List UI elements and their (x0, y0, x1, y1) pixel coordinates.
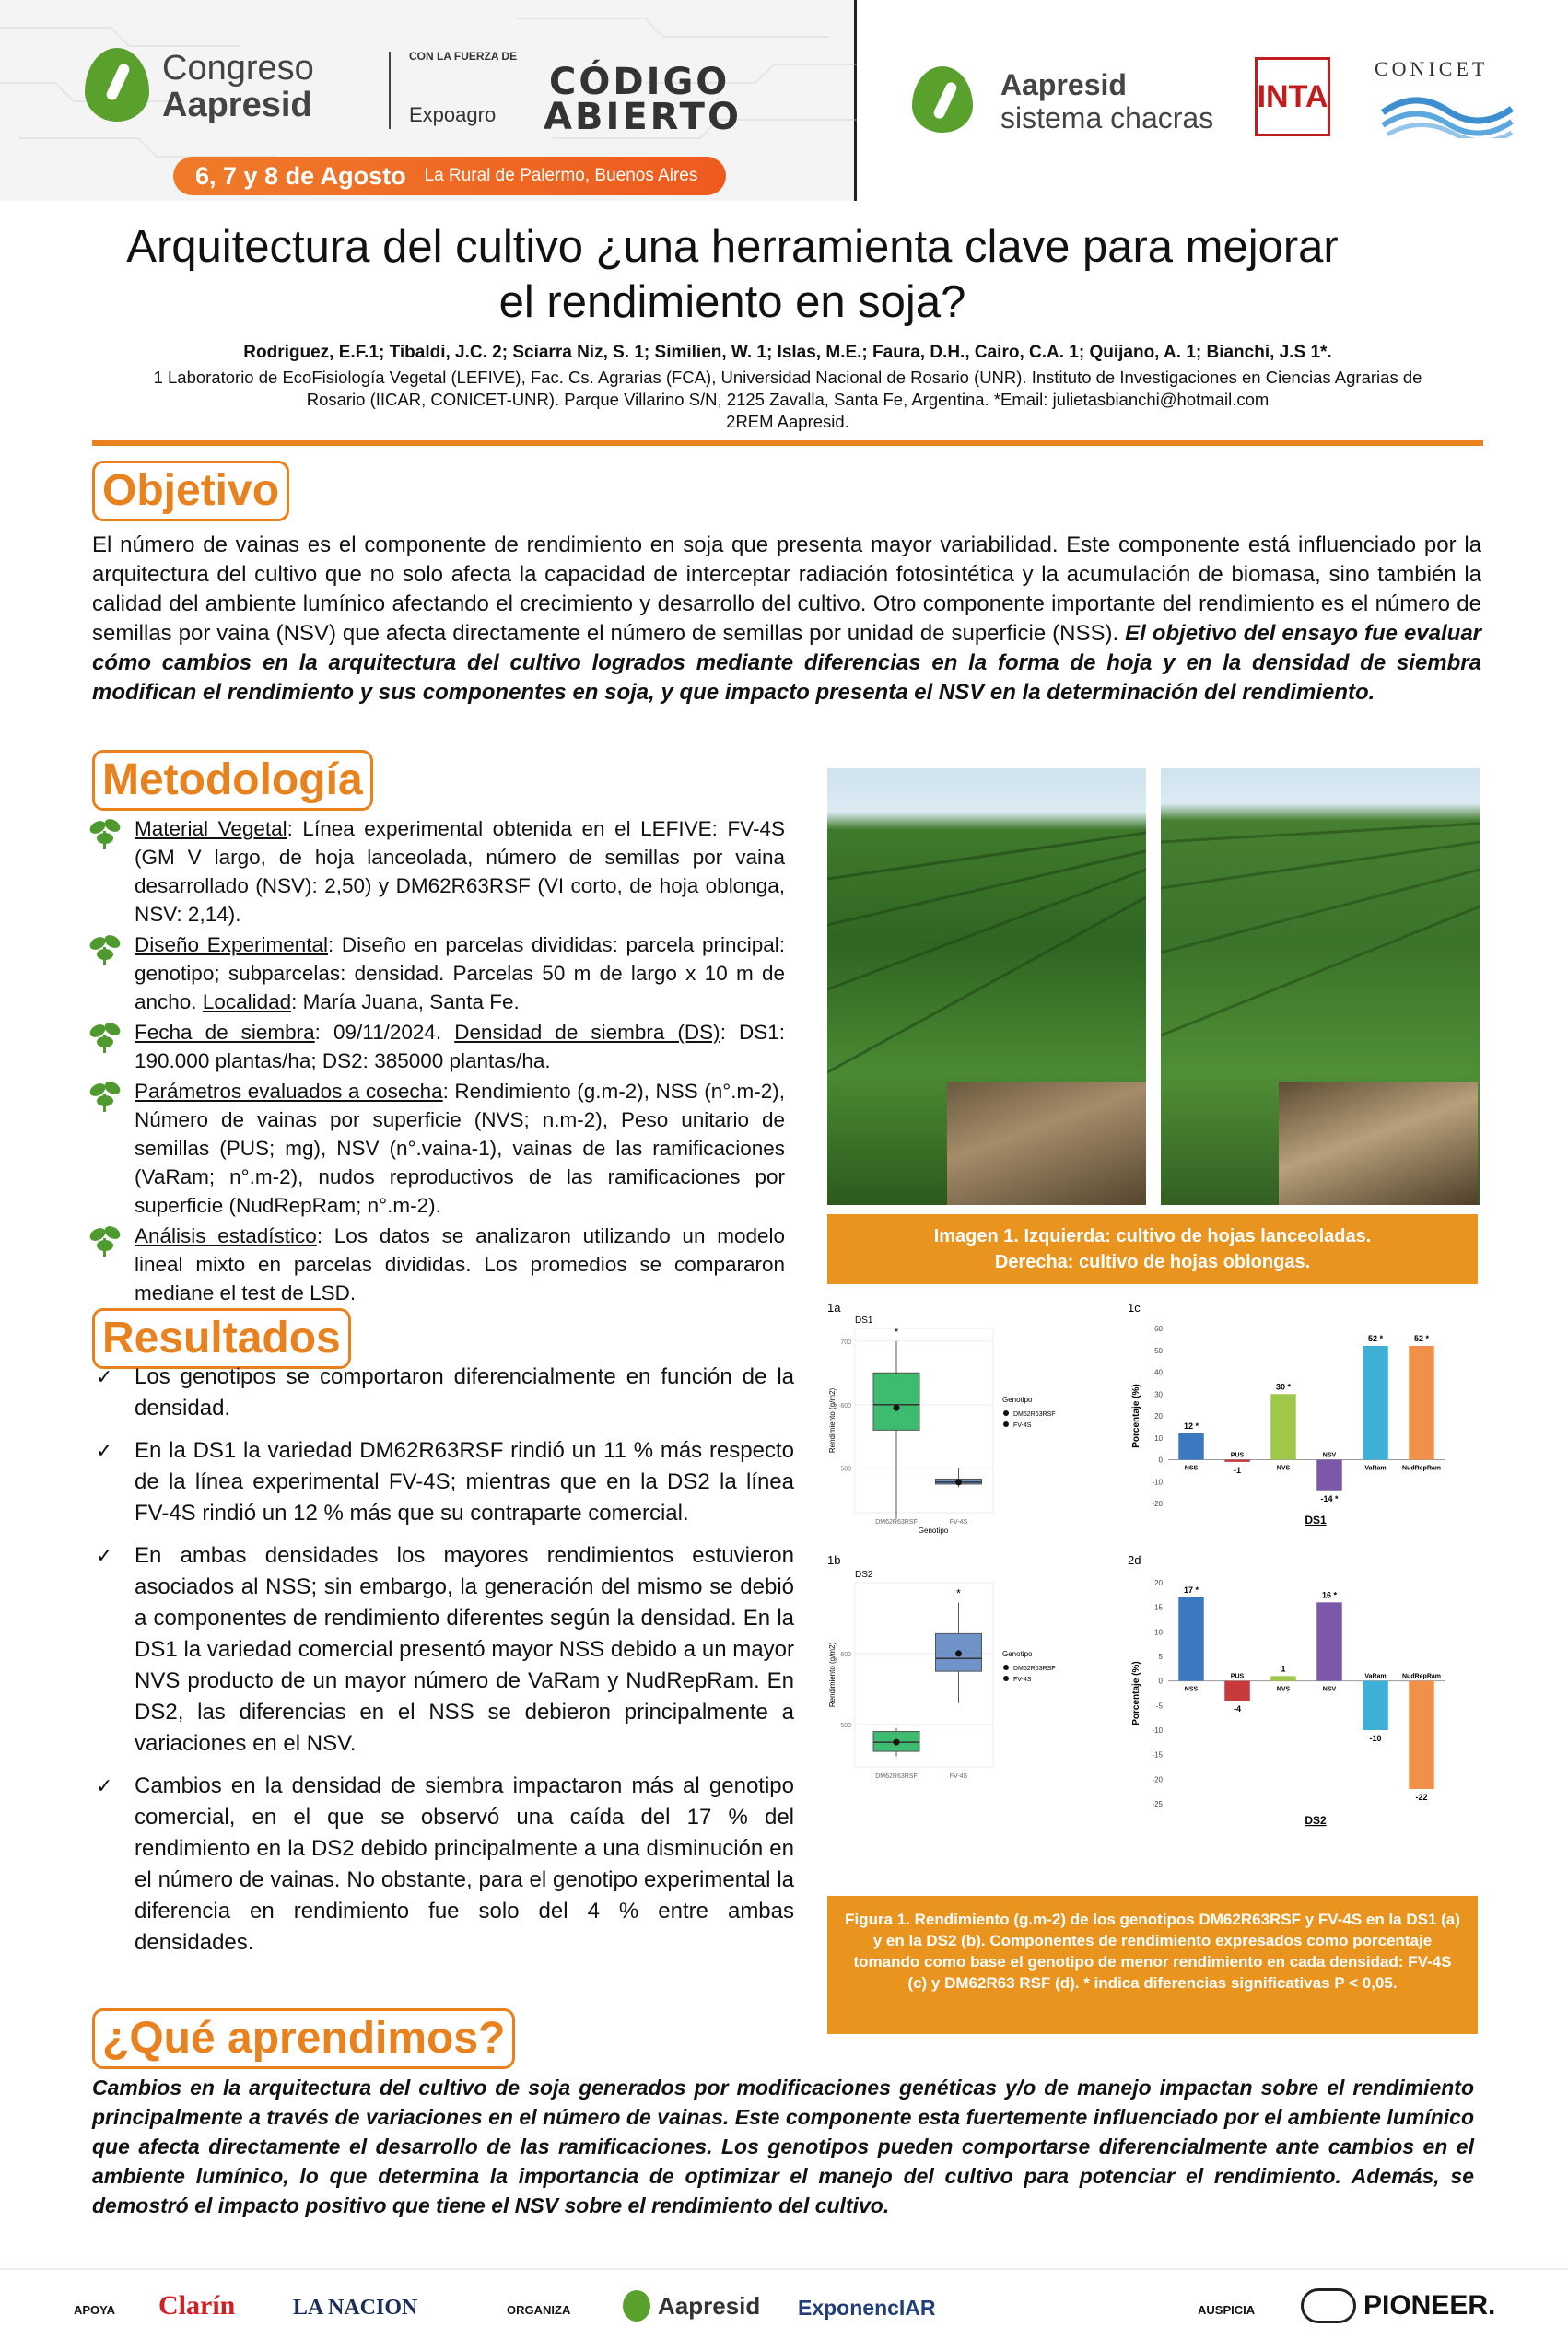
apoya-label: APOYA (74, 2303, 116, 2317)
chart-title: DS2 (855, 1570, 873, 1580)
x-tick-label: PUS (1230, 1673, 1245, 1680)
chart-title: DS1 (855, 1316, 873, 1326)
panel-label-1c: 1c (1128, 1301, 1141, 1315)
x-tick-label: NSV (1322, 1686, 1337, 1693)
authors: Rodriguez, E.F.1; Tibaldi, J.C. 2; Sciarra Niz, S. 1; Similien, W. 1; Islas, M.E.; Faura, D.H., Cairo, C.A. 1; Quijano, A. 1; Bianchi, J.S 1*. (243, 343, 1332, 362)
metodo-text: : Los datos se analizaron utilizando un modelo lineal mixto en parcelas divididas. Los promedios se compararon mediane el test de LSD. (135, 1224, 785, 1304)
box-body (873, 1373, 919, 1430)
pioneer-icon (1301, 2288, 1356, 2323)
affiliations (92, 367, 1483, 433)
y-tick-label: 50 (1154, 1346, 1163, 1355)
metodo-key: Localidad (202, 990, 292, 1013)
sistema-chacras-logo-icon (912, 66, 973, 133)
boxplot-ds1 (828, 1316, 1056, 1535)
aapresid-footer-icon (623, 2290, 650, 2322)
box-mean-point (894, 1405, 900, 1411)
box-mean-point (955, 1650, 962, 1656)
y-axis-label: Porcentaje (%) (1131, 1384, 1141, 1448)
data-label: 16 * (1321, 1590, 1338, 1600)
affil-line2: Rosario (IICAR, CONICET-UNR). Parque Villarino S/N, 2125 Zavalla, Santa Fe, Argentina. *Email: julietasbianchi@hotmail.com (306, 390, 1270, 409)
exponencial-logo: ExponencIAR (798, 2296, 936, 2320)
y-tick-label: 20 (1154, 1579, 1163, 1587)
clarin-logo: Clarín (158, 2290, 236, 2321)
x-tick-label: VaRam (1364, 1673, 1387, 1680)
metodo-item (83, 1077, 785, 1220)
affil-line3: 2REM Aapresid. (726, 412, 849, 431)
event-date-pill (173, 157, 726, 195)
metodo-key: Densidad de siembra (DS) (454, 1021, 720, 1044)
box-mean-point (955, 1479, 962, 1485)
soybean-plant-icon (85, 930, 125, 967)
codigo-line1: CÓDIGO (549, 61, 731, 103)
legend-label: FV-4S (1013, 1422, 1032, 1429)
data-label: 52 * (1367, 1334, 1384, 1343)
header-divider (389, 52, 391, 129)
bar (1409, 1681, 1434, 1789)
crop-photos (827, 768, 1478, 1205)
congreso-line1: Congreso (162, 49, 314, 88)
chart-title: DS1 (1305, 1514, 1327, 1526)
x-tick-label: NSS (1184, 1465, 1199, 1472)
legend-title: Genotipo (1002, 1396, 1033, 1404)
y-tick-label: 10 (1154, 1433, 1163, 1443)
objetivo-goal: El objetivo del ensayo fue evaluar cómo cambios en la arquitectura del cultivo logrados mediante diferencias en la forma de hoja y en la densidad de siembra modifican el rendimiento y sus componentes en soja, y que impacto presenta el NSV en la determinación del rendimiento. (92, 621, 1482, 705)
affil-line1: 1 Laboratorio de EcoFisiología Vegetal (LEFIVE), Fac. Cs. Agrarias (FCA), Universidad Nacional de Rosario (UNR). Instituto de Investigaciones en Ciencias Agrarias de (153, 368, 1422, 387)
panel-label-1a: 1a (827, 1301, 841, 1315)
resultados-list (92, 1362, 794, 1970)
metodo-key: Fecha de siembra (135, 1021, 315, 1044)
box-mean-point (894, 1739, 900, 1746)
metodo-key: Análisis estadístico (135, 1224, 317, 1247)
conicet-waves-icon (1378, 85, 1516, 138)
imagen-caption-line1: Imagen 1. Izquierda: cultivo de hojas lanceoladas. (933, 1226, 1372, 1246)
objetivo-text (92, 531, 1481, 708)
sponsor-footer (0, 2268, 1568, 2351)
imagen-caption-line2: Derecha: cultivo de hojas oblongas. (994, 1252, 1311, 1272)
data-label: -10 (1369, 1734, 1382, 1743)
y-tick-label: 5 (1158, 1653, 1163, 1661)
y-tick-label: 0 (1158, 1456, 1163, 1465)
panel-label-2d: 2d (1128, 1553, 1141, 1567)
data-label: -14 * (1320, 1493, 1339, 1503)
x-tick-label: DM62R63RSF (875, 1519, 918, 1526)
y-tick-label: 20 (1154, 1412, 1163, 1421)
metodo-key: Diseño Experimental (135, 933, 329, 956)
legend-marker (1003, 1665, 1009, 1670)
barchart-ds1 (1131, 1325, 1445, 1526)
y-tick-label: 60 (1154, 1325, 1163, 1333)
metodo-key: Parámetros evaluados a cosecha (135, 1080, 443, 1103)
y-tick-label: 0 (1158, 1677, 1163, 1686)
barchart-ds2 (1131, 1579, 1445, 1827)
soybean-plant-icon (85, 1018, 125, 1055)
expoagro-label: Expoagro (409, 103, 497, 126)
que-aprendimos-text: Cambios en la arquitectura del cultivo de soja generados por modificaciones genéticas y/o de manejo impactan sobre el rendimiento principalmente a través de variaciones en el número de vainas. Este componente esta fuertemente influenciado por el ambiente lumínico que afecta directamente el desarrollo de las ramificaciones. Los genotipos pueden comportarse diferencialmente ante cambios en el ambiente lumínico, lo que determina la importancia de optimizar el manejo del cultivo para potenciar el rendimiento. Además, se demostró el impacto positivo que tiene el NSV sobre el rendimiento del cultivo. (92, 2076, 1474, 2217)
sistema-line1: Aapresid (1000, 68, 1127, 101)
y-tick-label: 500 (840, 1466, 851, 1473)
poster-header (0, 0, 1568, 201)
resultado-text: Cambios en la densidad de siembra impactaron más al genotipo comercial, en el que se observó una caída del 17 % del rendimiento en la DS2 debido principalmente a una disminución en el número de vainas. No obstante, para el genotipo experimental la diferencia en rendimiento fue solo del 4 % entre ambas densidades. (135, 1773, 794, 1955)
y-tick-label: -5 (1155, 1702, 1163, 1711)
y-tick-label: 40 (1154, 1368, 1163, 1377)
pioneer-logo: PIONEER. (1363, 2290, 1496, 2321)
resultado-text: Los genotipos se comportaron diferencialmente en función de la densidad. (135, 1364, 794, 1421)
soybean-plant-icon (85, 1077, 125, 1114)
boxplot-ds2 (828, 1570, 1056, 1780)
bar (1409, 1346, 1434, 1460)
legend-label: DM62R63RSF (1013, 1411, 1056, 1418)
conicet-label: CONICET (1375, 57, 1489, 80)
bar (1178, 1433, 1204, 1460)
x-tick-label: NVS (1276, 1686, 1291, 1693)
metodo-item (83, 1018, 785, 1075)
photo-inset-canopy-right (1279, 1082, 1478, 1205)
metodo-text: : DS1: 190.000 plantas/ha; DS2: 385000 plantas/ha. (135, 1021, 785, 1072)
y-tick-label: 500 (840, 1722, 851, 1729)
que-aprendimos-heading: ¿Qué aprendimos? (92, 2008, 515, 2069)
significance-marker: * (894, 1325, 899, 1339)
y-tick-label: -10 (1152, 1478, 1163, 1487)
results-figure (827, 1297, 1491, 1877)
x-tick-label: NudRepRam (1401, 1673, 1442, 1680)
y-axis-label: Rendimiento (g/m2) (828, 1387, 837, 1454)
panel-label-1b: 1b (827, 1553, 841, 1567)
event-place: La Rural de Palermo, Buenos Aires (424, 166, 698, 185)
resultado-item (92, 1362, 794, 1424)
y-tick-label: -10 (1152, 1726, 1163, 1735)
objetivo-heading: Objetivo (92, 461, 289, 521)
legend-label: FV-4S (1013, 1677, 1032, 1683)
metodo-text: : Diseño en parcelas divididas: parcela principal: genotipo; subparcelas: densidad. Parcelas 50 m de largo x 10 m de ancho. (135, 933, 785, 1013)
metodo-text: : Rendimiento (g.m-2), NSS (n°.m-2), Número de vainas por superficie (NVS; n.m-2), Peso unitario de semillas (PUS; mg), NSV (n°.vaina-1), vainas de las ramificaciones (VaRam; n°.m-2), nudos reproductivos de las ramificaciones por superficie (NudRepRam; n°.m-2). (135, 1080, 785, 1217)
y-axis-label: Porcentaje (%) (1131, 1661, 1141, 1725)
title-line2: el rendimiento en soja? (498, 277, 966, 327)
y-tick-label: 15 (1154, 1603, 1163, 1612)
y-tick-label: 30 (1154, 1390, 1163, 1399)
photo-inset-canopy-left (947, 1082, 1146, 1205)
data-label: -22 (1415, 1793, 1428, 1802)
y-tick-label: 700 (840, 1339, 851, 1346)
bar (1363, 1346, 1388, 1460)
data-label: -4 (1233, 1704, 1242, 1714)
resultado-item (92, 1771, 794, 1959)
x-tick-label: NudRepRam (1401, 1465, 1442, 1472)
check-icon: ✓ (96, 1365, 113, 1388)
bar (1316, 1602, 1342, 1680)
la-nacion-logo: LA NACION (293, 2296, 418, 2320)
y-tick-label: 600 (840, 1402, 851, 1409)
bar (1270, 1394, 1296, 1459)
chart-title: DS2 (1305, 1814, 1327, 1827)
x-tick-label: FV-4S (949, 1519, 968, 1526)
figura-caption: Figura 1. Rendimiento (g.m-2) de los genotipos DM62R63RSF y FV-4S en la DS1 (a) y en la DS2 (b). Componentes de rendimiento expresados como porcentaje tomando como base el genotipo de menor rendimiento en cada densidad: FV-4S (c) y DM62R63 RSF (d). * indica diferencias significativas P < 0,05. (827, 1896, 1478, 2034)
poster-title (55, 219, 1410, 330)
data-label: 52 * (1413, 1334, 1430, 1343)
x-tick-label: NSS (1184, 1686, 1199, 1693)
data-label: -1 (1233, 1465, 1242, 1475)
bar (1270, 1676, 1296, 1680)
bar (1224, 1460, 1250, 1462)
inta-logo: INTA (1255, 57, 1330, 136)
imagen-caption (827, 1214, 1478, 1284)
x-axis-label: Genotipo (918, 1526, 949, 1535)
sistema-line2: sistema chacras (1000, 101, 1214, 135)
legend-marker (1003, 1410, 1009, 1416)
title-line1: Arquitectura del cultivo ¿una herramienta clave para mejorar (126, 222, 1339, 272)
metodo-text: : Línea experimental obtenida en el LEFIVE: FV-4S (GM V largo, de hoja lanceolada, número de semillas por vaina desarrollado (NSV): 2,50) y DM62R63RSF (VI corto, de hoja oblonga, NSV: 2,14). (135, 817, 785, 926)
metodo-key: Material Vegetal (135, 817, 287, 840)
con-la-fuerza-label: CON LA FUERZA DE (409, 50, 518, 63)
soybean-plant-icon (85, 814, 125, 851)
x-tick-label: NSV (1322, 1452, 1337, 1459)
x-tick-label: FV-4S (949, 1773, 968, 1780)
metodologia-list (83, 814, 785, 1309)
event-date: 6, 7 y 8 de Agosto (195, 161, 406, 190)
check-icon: ✓ (96, 1774, 113, 1797)
resultados-heading: Resultados (92, 1308, 351, 1369)
y-tick-label: 600 (840, 1651, 851, 1658)
bar (1178, 1597, 1204, 1681)
data-label: 1 (1281, 1664, 1286, 1674)
aapresid-footer-logo: Aapresid (658, 2292, 761, 2320)
x-tick-label: VaRam (1364, 1465, 1387, 1472)
x-tick-label: DM62R63RSF (875, 1773, 918, 1780)
data-label: 17 * (1183, 1585, 1199, 1595)
metodo-text: : María Juana, Santa Fe. (291, 990, 520, 1013)
data-label: 30 * (1275, 1382, 1292, 1392)
resultado-text: En la DS1 la variedad DM62R63RSF rindió un 11 % más respecto de la línea experimental FV-4S; mientras que en la DS2 la línea FV-4S rindió un 12 % más que su contraparte comercial. (135, 1438, 794, 1526)
resultado-text: En ambas densidades los mayores rendimientos estuvieron asociados al NSS; sin embargo, la generación del mismo se debió a componentes de rendimiento diferentes según la densidad. En la DS1 la variedad comercial presentó mayor NSS debido a un mayor NVS producto de un mayor número de VaRam y NudRepRam. En DS2, las diferencias en el NSS se debieron principalmente a variaciones en el NSV. (135, 1543, 794, 1756)
legend-marker (1003, 1421, 1009, 1427)
check-icon: ✓ (96, 1439, 113, 1462)
y-axis-label: Rendimiento (g/m2) (828, 1642, 837, 1708)
metodo-item (83, 930, 785, 1016)
check-icon: ✓ (96, 1544, 113, 1567)
y-tick-label: -25 (1152, 1800, 1163, 1808)
sistema-chacras-logo-text (1000, 68, 1213, 135)
congreso-line2: Aapresid (162, 86, 312, 124)
congreso-logo-text (162, 50, 314, 123)
metodo-text: : 09/11/2024. (314, 1021, 455, 1044)
orange-divider (92, 440, 1483, 446)
bar (1363, 1681, 1388, 1730)
legend-title: Genotipo (1002, 1650, 1033, 1658)
soybean-plant-icon (85, 1222, 125, 1258)
resultado-item (92, 1435, 794, 1529)
y-tick-label: -20 (1152, 1775, 1163, 1784)
codigo-line2: ABIERTO (544, 96, 742, 138)
auspicia-label: AUSPICIA (1198, 2303, 1256, 2317)
metodo-item (83, 1222, 785, 1307)
metodologia-heading: Metodología (92, 750, 373, 811)
organiza-label: ORGANIZA (507, 2303, 571, 2317)
y-tick-label: -15 (1152, 1750, 1163, 1760)
data-label: 12 * (1183, 1421, 1199, 1431)
bar (1224, 1681, 1250, 1701)
metodo-item (83, 814, 785, 929)
legend-marker (1003, 1676, 1009, 1681)
x-tick-label: NVS (1276, 1465, 1291, 1472)
y-tick-label: -20 (1152, 1500, 1163, 1508)
objetivo-body: El número de vainas es el componente de rendimiento en soja que presenta mayor variabilidad. Este componente está influenciado por la arquitectura del cultivo que no solo afecta la capacidad de interceptar radiación fotosintética y la acumulación de biomasa, sino también la calidad del ambiente lumínico afectando el crecimiento y desarrollo del cultivo. Otro componente importante del rendimiento es el número de semillas por vaina (NSV) que afecta directamente el número de semillas por unidad de superficie (NSS). (92, 532, 1481, 646)
resultado-item (92, 1540, 794, 1760)
bar (1316, 1460, 1342, 1491)
significance-marker: * (956, 1586, 961, 1600)
x-tick-label: PUS (1230, 1452, 1245, 1459)
legend-label: DM62R63RSF (1013, 1666, 1056, 1672)
y-tick-label: 10 (1154, 1628, 1163, 1637)
